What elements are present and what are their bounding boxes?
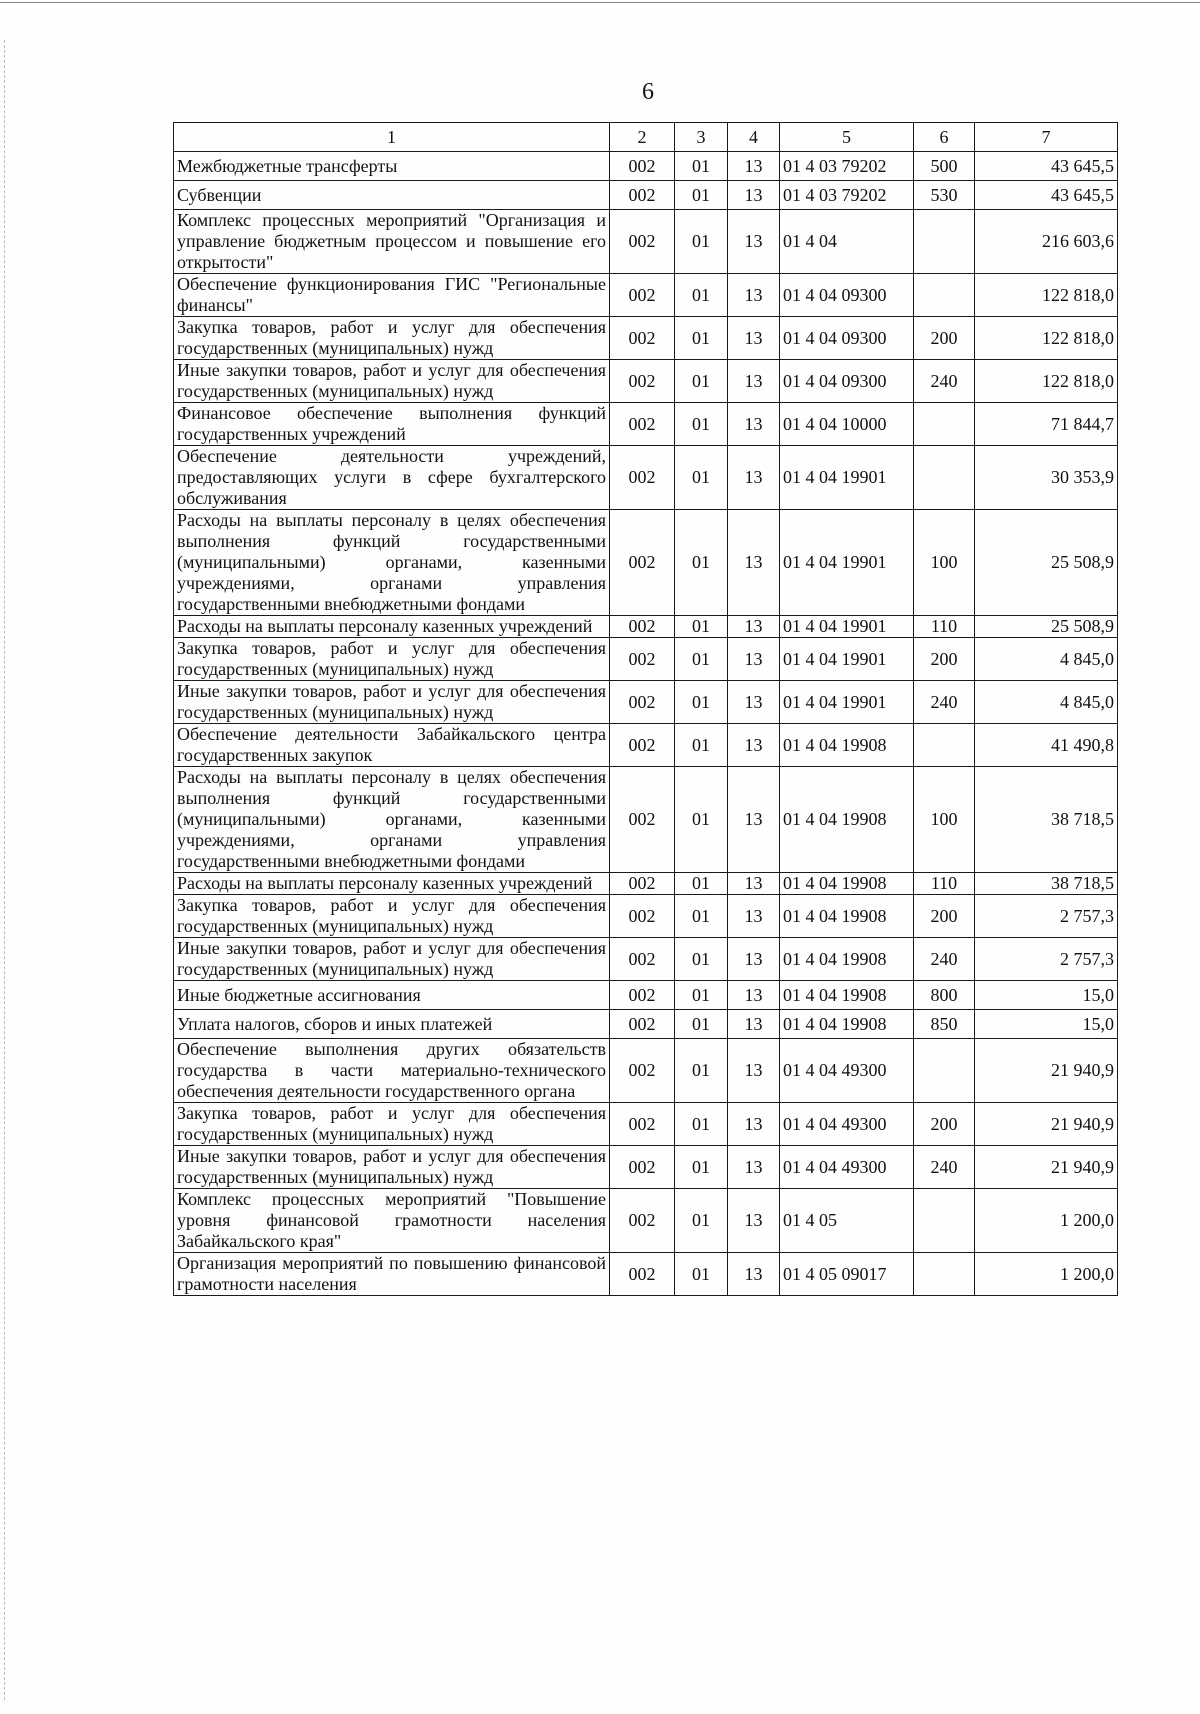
table-row: [174, 981, 1118, 1010]
amount: 2 757,3: [975, 895, 1118, 938]
target-article-code: 01 4 04 19908: [780, 724, 914, 767]
amount: 122 818,0: [975, 360, 1118, 403]
expense-type-code: [914, 274, 975, 317]
expense-type-code: 800: [914, 981, 975, 1010]
section-code: 01: [675, 1103, 728, 1146]
subsection-code: 13: [728, 616, 780, 638]
budget-table: [173, 122, 1118, 1296]
target-article-code: 01 4 04 19901: [780, 510, 914, 616]
ministry-code: 002: [610, 360, 675, 403]
target-article-code: 01 4 05: [780, 1189, 914, 1253]
ministry-code: 002: [610, 873, 675, 895]
amount: 4 845,0: [975, 681, 1118, 724]
expense-type-code: 100: [914, 767, 975, 873]
amount: 43 645,5: [975, 152, 1118, 181]
amount: 15,0: [975, 981, 1118, 1010]
subsection-code: 13: [728, 873, 780, 895]
section-code: 01: [675, 403, 728, 446]
subsection-code: 13: [728, 767, 780, 873]
subsection-code: 13: [728, 681, 780, 724]
amount: 216 603,6: [975, 210, 1118, 274]
expense-type-code: 240: [914, 681, 975, 724]
subsection-code: 13: [728, 1189, 780, 1253]
amount: 1 200,0: [975, 1189, 1118, 1253]
subsection-code: 13: [728, 638, 780, 681]
amount: 21 940,9: [975, 1103, 1118, 1146]
target-article-code: 01 4 04 19901: [780, 446, 914, 510]
expense-name: Обеспечение выполнения других обязательств государства в части материально-технического обеспечения деятельности государственного органа: [174, 1039, 610, 1103]
expense-type-code: 200: [914, 1103, 975, 1146]
subsection-code: 13: [728, 724, 780, 767]
table-row: [174, 895, 1118, 938]
subsection-code: 13: [728, 981, 780, 1010]
expense-type-code: [914, 1039, 975, 1103]
target-article-code: 01 4 04 19908: [780, 938, 914, 981]
expense-type-code: 110: [914, 873, 975, 895]
ministry-code: 002: [610, 1010, 675, 1039]
ministry-code: 002: [610, 181, 675, 210]
target-article-code: 01 4 04 19908: [780, 1010, 914, 1039]
expense-type-code: [914, 1253, 975, 1296]
ministry-code: 002: [610, 510, 675, 616]
table-row: [174, 1103, 1118, 1146]
table-row: [174, 274, 1118, 317]
expense-name: Расходы на выплаты персоналу в целях обеспечения выполнения функций государственными (муниципальными) органами, казенными учреждениями, органами управления государственными внебюджетными фондами: [174, 767, 610, 873]
subsection-code: 13: [728, 1103, 780, 1146]
target-article-code: 01 4 04 49300: [780, 1103, 914, 1146]
section-code: 01: [675, 938, 728, 981]
expense-name: Иные закупки товаров, работ и услуг для обеспечения государственных (муниципальных) нужд: [174, 1146, 610, 1189]
target-article-code: 01 4 03 79202: [780, 181, 914, 210]
table-row: [174, 1039, 1118, 1103]
amount: 2 757,3: [975, 938, 1118, 981]
expense-name: Межбюджетные трансферты: [174, 152, 610, 181]
target-article-code: 01 4 04 19908: [780, 767, 914, 873]
ministry-code: 002: [610, 681, 675, 724]
amount: 21 940,9: [975, 1146, 1118, 1189]
target-article-code: 01 4 04 19901: [780, 638, 914, 681]
expense-name: Обеспечение функционирования ГИС "Региональные финансы": [174, 274, 610, 317]
ministry-code: 002: [610, 403, 675, 446]
section-code: 01: [675, 360, 728, 403]
ministry-code: 002: [610, 616, 675, 638]
ministry-code: 002: [610, 210, 675, 274]
target-article-code: 01 4 05 09017: [780, 1253, 914, 1296]
left-scan-edge: [4, 40, 5, 1700]
expense-type-code: 100: [914, 510, 975, 616]
top-border-line: [0, 2, 1200, 3]
expense-name: Расходы на выплаты персоналу в целях обеспечения выполнения функций государственными (муниципальными) органами, казенными учреждениями, органами управления государственными внебюджетными фондами: [174, 510, 610, 616]
section-code: 01: [675, 681, 728, 724]
expense-name: Финансовое обеспечение выполнения функций государственных учреждений: [174, 403, 610, 446]
ministry-code: 002: [610, 938, 675, 981]
subsection-code: 13: [728, 181, 780, 210]
table-row: [174, 1189, 1118, 1253]
expense-name: Иные бюджетные ассигнования: [174, 981, 610, 1010]
amount: 38 718,5: [975, 873, 1118, 895]
ministry-code: 002: [610, 981, 675, 1010]
subsection-code: 13: [728, 317, 780, 360]
expense-name: Уплата налогов, сборов и иных платежей: [174, 1010, 610, 1039]
table-row: [174, 360, 1118, 403]
expense-type-code: 500: [914, 152, 975, 181]
table-row: [174, 181, 1118, 210]
subsection-code: 13: [728, 210, 780, 274]
section-code: 01: [675, 181, 728, 210]
subsection-code: 13: [728, 1039, 780, 1103]
expense-type-code: 200: [914, 895, 975, 938]
table-row: [174, 510, 1118, 616]
target-article-code: 01 4 04: [780, 210, 914, 274]
amount: 71 844,7: [975, 403, 1118, 446]
target-article-code: 01 4 04 19908: [780, 895, 914, 938]
section-code: 01: [675, 873, 728, 895]
section-code: 01: [675, 1253, 728, 1296]
section-code: 01: [675, 616, 728, 638]
ministry-code: 002: [610, 446, 675, 510]
expense-name: Иные закупки товаров, работ и услуг для обеспечения государственных (муниципальных) нужд: [174, 360, 610, 403]
amount: 41 490,8: [975, 724, 1118, 767]
ministry-code: 002: [610, 724, 675, 767]
subsection-code: 13: [728, 360, 780, 403]
table-row: [174, 210, 1118, 274]
ministry-code: 002: [610, 1253, 675, 1296]
subsection-code: 13: [728, 403, 780, 446]
subsection-code: 13: [728, 446, 780, 510]
header-col-1: 1: [174, 123, 610, 152]
ministry-code: 002: [610, 317, 675, 360]
subsection-code: 13: [728, 1253, 780, 1296]
section-code: 01: [675, 210, 728, 274]
ministry-code: 002: [610, 767, 675, 873]
table-row: [174, 767, 1118, 873]
table-row: [174, 616, 1118, 638]
expense-name: Комплекс процессных мероприятий "Организация и управление бюджетным процессом и повышение его открытости": [174, 210, 610, 274]
subsection-code: 13: [728, 938, 780, 981]
expense-type-code: 200: [914, 317, 975, 360]
target-article-code: 01 4 04 09300: [780, 317, 914, 360]
table-row: [174, 1253, 1118, 1296]
expense-type-code: 200: [914, 638, 975, 681]
expense-name: Организация мероприятий по повышению финансовой грамотности населения: [174, 1253, 610, 1296]
target-article-code: 01 4 04 49300: [780, 1039, 914, 1103]
amount: 122 818,0: [975, 274, 1118, 317]
section-code: 01: [675, 981, 728, 1010]
amount: 25 508,9: [975, 616, 1118, 638]
expense-type-code: 110: [914, 616, 975, 638]
expense-name: Расходы на выплаты персоналу казенных учреждений: [174, 616, 610, 638]
amount: 1 200,0: [975, 1253, 1118, 1296]
amount: 25 508,9: [975, 510, 1118, 616]
section-code: 01: [675, 446, 728, 510]
amount: 38 718,5: [975, 767, 1118, 873]
table-row: [174, 724, 1118, 767]
expense-type-code: 240: [914, 1146, 975, 1189]
ministry-code: 002: [610, 1039, 675, 1103]
expense-type-code: 240: [914, 360, 975, 403]
header-col-6: 6: [914, 123, 975, 152]
expense-type-code: 530: [914, 181, 975, 210]
ministry-code: 002: [610, 274, 675, 317]
expense-name: Закупка товаров, работ и услуг для обеспечения государственных (муниципальных) нужд: [174, 317, 610, 360]
subsection-code: 13: [728, 274, 780, 317]
expense-type-code: 850: [914, 1010, 975, 1039]
section-code: 01: [675, 724, 728, 767]
section-code: 01: [675, 1010, 728, 1039]
expense-name: Комплекс процессных мероприятий "Повышение уровня финансовой грамотности населения Забайкальского края": [174, 1189, 610, 1253]
section-code: 01: [675, 152, 728, 181]
table-row: [174, 638, 1118, 681]
section-code: 01: [675, 274, 728, 317]
amount: 122 818,0: [975, 317, 1118, 360]
target-article-code: 01 4 04 49300: [780, 1146, 914, 1189]
section-code: 01: [675, 638, 728, 681]
header-col-4: 4: [728, 123, 780, 152]
table-row: [174, 403, 1118, 446]
expense-name: Обеспечение деятельности Забайкальского центра государственных закупок: [174, 724, 610, 767]
expense-type-code: [914, 724, 975, 767]
table-row: [174, 317, 1118, 360]
target-article-code: 01 4 04 19908: [780, 981, 914, 1010]
subsection-code: 13: [728, 1010, 780, 1039]
header-row: [174, 123, 1118, 152]
table-row: [174, 938, 1118, 981]
expense-type-code: [914, 403, 975, 446]
table-row: [174, 1146, 1118, 1189]
expense-type-code: 240: [914, 938, 975, 981]
expense-type-code: [914, 210, 975, 274]
section-code: 01: [675, 1146, 728, 1189]
target-article-code: 01 4 04 10000: [780, 403, 914, 446]
ministry-code: 002: [610, 895, 675, 938]
expense-type-code: [914, 1189, 975, 1253]
section-code: 01: [675, 1189, 728, 1253]
header-col-7: 7: [975, 123, 1118, 152]
ministry-code: 002: [610, 638, 675, 681]
target-article-code: 01 4 04 09300: [780, 360, 914, 403]
amount: 43 645,5: [975, 181, 1118, 210]
expense-name: Субвенции: [174, 181, 610, 210]
expense-name: Расходы на выплаты персоналу казенных учреждений: [174, 873, 610, 895]
section-code: 01: [675, 510, 728, 616]
header-col-3: 3: [675, 123, 728, 152]
amount: 15,0: [975, 1010, 1118, 1039]
amount: 30 353,9: [975, 446, 1118, 510]
target-article-code: 01 4 04 09300: [780, 274, 914, 317]
section-code: 01: [675, 767, 728, 873]
expense-name: Иные закупки товаров, работ и услуг для обеспечения государственных (муниципальных) нужд: [174, 938, 610, 981]
expense-name: Иные закупки товаров, работ и услуг для обеспечения государственных (муниципальных) нужд: [174, 681, 610, 724]
amount: 4 845,0: [975, 638, 1118, 681]
subsection-code: 13: [728, 510, 780, 616]
subsection-code: 13: [728, 895, 780, 938]
expense-type-code: [914, 446, 975, 510]
target-article-code: 01 4 04 19901: [780, 681, 914, 724]
table-row: [174, 152, 1118, 181]
subsection-code: 13: [728, 1146, 780, 1189]
ministry-code: 002: [610, 1189, 675, 1253]
header-col-2: 2: [610, 123, 675, 152]
table-row: [174, 873, 1118, 895]
target-article-code: 01 4 04 19901: [780, 616, 914, 638]
ministry-code: 002: [610, 1103, 675, 1146]
table-row: [174, 681, 1118, 724]
expense-name: Обеспечение деятельности учреждений, предоставляющих услуги в сфере бухгалтерского обслуживания: [174, 446, 610, 510]
expense-name: Закупка товаров, работ и услуг для обеспечения государственных (муниципальных) нужд: [174, 638, 610, 681]
target-article-code: 01 4 04 19908: [780, 873, 914, 895]
page-number: 6: [642, 79, 654, 105]
ministry-code: 002: [610, 1146, 675, 1189]
subsection-code: 13: [728, 152, 780, 181]
section-code: 01: [675, 317, 728, 360]
section-code: 01: [675, 895, 728, 938]
table-row: [174, 446, 1118, 510]
amount: 21 940,9: [975, 1039, 1118, 1103]
section-code: 01: [675, 1039, 728, 1103]
expense-name: Закупка товаров, работ и услуг для обеспечения государственных (муниципальных) нужд: [174, 1103, 610, 1146]
header-col-5: 5: [780, 123, 914, 152]
target-article-code: 01 4 03 79202: [780, 152, 914, 181]
ministry-code: 002: [610, 152, 675, 181]
table-row: [174, 1010, 1118, 1039]
expense-name: Закупка товаров, работ и услуг для обеспечения государственных (муниципальных) нужд: [174, 895, 610, 938]
